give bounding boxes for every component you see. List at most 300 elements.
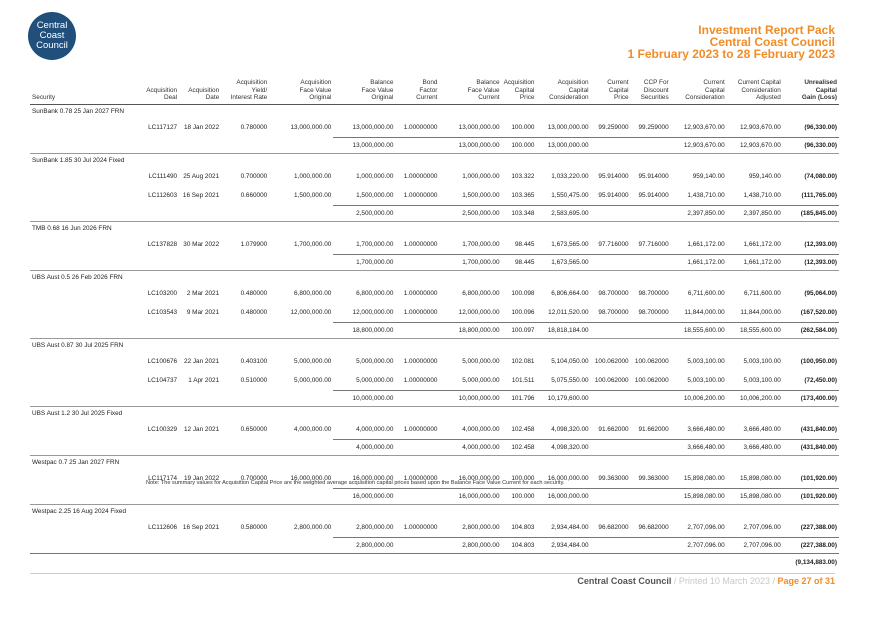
subtotal-cell: 13,000,000.00 (439, 137, 501, 153)
spacer-cell (30, 352, 144, 371)
table-cell: 5,003,100.00 (687, 376, 725, 384)
footer-printed: / Printed 10 March 2023 / (671, 576, 778, 586)
table-row (30, 235, 839, 255)
table-cell: 4,000,000.00 (462, 425, 500, 433)
spacer-cell (144, 439, 179, 455)
table-cell: 6,711,600.00 (743, 289, 781, 297)
table-cell: 98.700000 (598, 308, 629, 316)
subtotal-cell: 4,000,000.00 (439, 439, 501, 455)
table-cell: 19 Jan 2022 (183, 474, 220, 482)
table-cell: 6,800,000.00 (462, 289, 500, 297)
spacer-cell (30, 553, 783, 571)
spacer-cell (144, 322, 179, 338)
table-cell: 0.580000 (240, 523, 268, 531)
spacer-cell (591, 390, 631, 406)
spacer-cell (221, 488, 269, 504)
grand-total-value: (9,134,883.00) (783, 553, 839, 571)
table-row (30, 518, 839, 538)
table-cell: 100.096 (511, 308, 535, 316)
security-name: TMB 0.68 16 Jun 2026 FRN (30, 221, 839, 235)
table-cell: (227,388.00) (800, 523, 837, 531)
subtotal-cell: 1,661,172.00 (727, 254, 783, 270)
table-cell: 100.098 (511, 289, 535, 297)
spacer-cell (30, 235, 144, 255)
table-cell: 5,003,100.00 (743, 357, 781, 365)
table-cell: (431,840.00) (800, 425, 837, 433)
table-cell: 13,000,000.00 (290, 123, 332, 131)
table-cell: 1 Apr 2021 (188, 376, 220, 384)
subtotal-cell: 10,000,000.00 (333, 390, 395, 406)
spacer-cell (269, 254, 333, 270)
table-cell: 0.700000 (240, 172, 268, 180)
spacer-cell (179, 439, 221, 455)
subtotal-cell: 103.348 (502, 205, 537, 221)
table-cell: 100.000 (511, 474, 535, 482)
table-cell: 1,550,475.00 (551, 191, 589, 199)
grand-total-row (30, 553, 839, 571)
spacer-cell (30, 322, 144, 338)
table-cell: 5,003,100.00 (687, 357, 725, 365)
report-org: Central Coast Council (709, 35, 835, 49)
subtotal-cell: 3,666,480.00 (727, 439, 783, 455)
table-cell: 16 Sep 2021 (182, 191, 220, 199)
subtotal-cell: 4,000,000.00 (333, 439, 395, 455)
subtotal-row (30, 537, 839, 553)
table-cell: 99.363000 (638, 474, 669, 482)
table-cell: 1,700,000.00 (356, 240, 394, 248)
table-cell: 30 Mar 2022 (183, 240, 220, 248)
subtotal-cell: 2,500,000.00 (439, 205, 501, 221)
security-name: UBS Aust 0.5 26 Feb 2026 FRN (30, 270, 839, 284)
table-cell: 4,000,000.00 (293, 425, 332, 433)
table-cell: (12,393.00) (804, 240, 837, 248)
table-cell: 1,033,220.00 (551, 172, 589, 180)
security-name: UBS Aust 1.2 30 Jul 2025 Fixed (30, 406, 839, 420)
table-cell: 5,000,000.00 (356, 357, 394, 365)
table-cell: LC112606 (148, 523, 178, 531)
spacer-cell (30, 488, 144, 504)
spacer-cell (30, 518, 144, 538)
table-cell: 0.700000 (240, 474, 268, 482)
table-cell: 1,500,000.00 (293, 191, 332, 199)
subtotal-cell: 18,555,600.00 (727, 322, 783, 338)
spacer-cell (631, 205, 671, 221)
subtotal-gain: (96,330.00) (783, 137, 839, 153)
subtotal-row (30, 322, 839, 338)
table-cell: 25 Aug 2021 (183, 172, 220, 180)
investment-table (30, 79, 839, 571)
table-row (30, 167, 839, 186)
table-cell: 6,800,000.00 (293, 289, 332, 297)
table-cell: 16,000,000.00 (458, 474, 500, 482)
table-cell: 95.914000 (598, 172, 629, 180)
table-cell: 2,707,096.00 (687, 523, 725, 531)
footer-divider (30, 573, 835, 574)
col-current-capital-consideration: Current Capital Consideration (671, 79, 727, 104)
spacer-cell (144, 537, 179, 553)
security-group-row (30, 338, 839, 352)
spacer-cell (591, 488, 631, 504)
table-cell: 1.079900 (240, 240, 268, 248)
table-cell: 91.662000 (638, 425, 669, 433)
subtotal-gain: (431,840.00) (783, 439, 839, 455)
table-cell: 1,438,710.00 (687, 191, 725, 199)
spacer-cell (179, 390, 221, 406)
table-cell: 15,898,080.00 (739, 474, 781, 482)
spacer-cell (591, 254, 631, 270)
table-cell: 0.780000 (240, 123, 268, 131)
security-group-row (30, 153, 839, 167)
spacer-cell (179, 137, 221, 153)
subtotal-cell: 98.445 (502, 254, 537, 270)
table-cell: 98.700000 (638, 308, 669, 316)
spacer-cell (30, 420, 144, 440)
security-group-row (30, 270, 839, 284)
table-cell: 0.660000 (240, 191, 268, 199)
table-row (30, 303, 839, 323)
table-cell: 0.650000 (240, 425, 268, 433)
subtotal-cell: 2,500,000.00 (333, 205, 395, 221)
table-cell: 104.803 (511, 523, 535, 531)
table-cell: 0.480000 (240, 308, 268, 316)
spacer-cell (395, 537, 439, 553)
subtotal-gain: (101,920.00) (783, 488, 839, 504)
subtotal-cell: 10,000,000.00 (439, 390, 501, 406)
spacer-cell (395, 137, 439, 153)
table-cell: 2,800,000.00 (462, 523, 500, 531)
subtotal-cell: 1,700,000.00 (439, 254, 501, 270)
table-row (30, 352, 839, 371)
table-cell: 12,000,000.00 (352, 308, 394, 316)
subtotal-cell: 12,903,670.00 (671, 137, 727, 153)
table-cell: (111,765.00) (801, 191, 837, 199)
spacer-cell (395, 205, 439, 221)
table-cell: 1,700,000.00 (462, 240, 500, 248)
table-cell: 2,707,096.00 (743, 523, 781, 531)
spacer-cell (30, 537, 144, 553)
table-cell: 12,903,670.00 (683, 123, 725, 131)
spacer-cell (221, 205, 269, 221)
table-cell: LC100329 (147, 425, 178, 433)
table-header-row (30, 79, 839, 104)
spacer-cell (591, 137, 631, 153)
spacer-cell (30, 167, 144, 186)
table-cell: 5,000,000.00 (293, 376, 332, 384)
table-cell: 5,003,100.00 (743, 376, 781, 384)
table-cell: 99.259000 (638, 123, 669, 131)
subtotal-cell: 100.097 (502, 322, 537, 338)
subtotal-cell: 1,661,172.00 (671, 254, 727, 270)
council-logo: Central Coast Council (28, 12, 76, 60)
security-name: SunBank 0.78 25 Jan 2027 FRN (30, 104, 839, 118)
table-cell: 1,673,565.00 (551, 240, 589, 248)
table-cell: 9 Mar 2021 (186, 308, 220, 316)
subtotal-cell: 100.000 (502, 488, 537, 504)
col-balance-fv-original: Balance Face Value Original (333, 79, 395, 104)
table-cell: 1,661,172.00 (687, 240, 725, 248)
table-cell: 16 Sep 2021 (182, 523, 220, 531)
table-row (30, 118, 839, 138)
table-cell: 95.914000 (638, 172, 669, 180)
footer-org: Central Coast Council (577, 576, 672, 586)
table-cell: 18 Jan 2022 (183, 123, 220, 131)
spacer-cell (631, 322, 671, 338)
subtotal-cell: 18,555,600.00 (671, 322, 727, 338)
subtotal-cell: 16,000,000.00 (333, 488, 395, 504)
table-cell: 6,806,664.00 (551, 289, 589, 297)
table-row (30, 186, 839, 206)
table-body (30, 104, 839, 571)
spacer-cell (631, 137, 671, 153)
table-cell: (167,520.00) (800, 308, 837, 316)
table-cell: 100.062000 (634, 357, 669, 365)
table-cell: 1,700,000.00 (293, 240, 332, 248)
subtotal-cell: 2,934,484.00 (536, 537, 590, 553)
table-cell: LC117127 (148, 123, 178, 131)
table-cell: 1.00000000 (403, 474, 438, 482)
table-cell: LC103543 (147, 308, 178, 316)
spacer-cell (591, 439, 631, 455)
table-cell: (72,450.00) (804, 376, 837, 384)
spacer-cell (221, 322, 269, 338)
spacer-cell (221, 537, 269, 553)
col-acq-deal: Acquisition Deal (144, 79, 179, 104)
spacer-cell (30, 439, 144, 455)
spacer-cell (179, 488, 221, 504)
table-cell: 22 Jan 2021 (183, 357, 220, 365)
table-cell: 5,000,000.00 (293, 357, 332, 365)
spacer-cell (591, 537, 631, 553)
table-cell: 12 Jan 2021 (183, 425, 220, 433)
table-cell: 1,000,000.00 (293, 172, 332, 180)
table-cell: (96,330.00) (804, 123, 837, 131)
subtotal-cell: 15,898,080.00 (671, 488, 727, 504)
table-cell: 5,000,000.00 (462, 357, 500, 365)
table-cell: 96.682000 (638, 523, 669, 531)
table-cell: LC137828 (147, 240, 178, 248)
table-cell: 12,011,520.00 (548, 308, 589, 316)
table-cell: 5,075,550.00 (551, 376, 589, 384)
subtotal-cell: 13,000,000.00 (536, 137, 590, 153)
security-group-row (30, 406, 839, 420)
subtotal-cell: 13,000,000.00 (333, 137, 395, 153)
table-row (30, 371, 839, 391)
subtotal-cell: 3,666,480.00 (671, 439, 727, 455)
subtotal-row (30, 439, 839, 455)
spacer-cell (179, 537, 221, 553)
table-cell: 16,000,000.00 (352, 474, 394, 482)
report-period: 1 February 2023 to 28 February 2023 (627, 47, 835, 61)
security-group-row (30, 221, 839, 235)
col-security: Security (30, 79, 144, 104)
table-cell: 98.445 (514, 240, 535, 248)
spacer-cell (591, 322, 631, 338)
subtotal-row (30, 254, 839, 270)
subtotal-cell: 100.000 (502, 137, 537, 153)
spacer-cell (30, 371, 144, 391)
table-cell: 1,500,000.00 (462, 191, 500, 199)
table-cell: 959,140.00 (692, 172, 725, 180)
table-cell: 1,661,172.00 (743, 240, 781, 248)
table-cell: 0.403100 (240, 357, 268, 365)
table-cell: 99.259000 (598, 123, 629, 131)
page-footer (577, 576, 835, 586)
subtotal-gain: (12,393.00) (783, 254, 839, 270)
spacer-cell (30, 303, 144, 323)
table-cell: 16,000,000.00 (290, 474, 332, 482)
spacer-cell (395, 254, 439, 270)
subtotal-gain: (173,400.00) (783, 390, 839, 406)
col-unrealised-gain: Unrealised Capital Gain (Loss) (783, 79, 839, 104)
security-name: Westpac 0.7 25 Jan 2027 FRN (30, 455, 839, 469)
spacer-cell (631, 439, 671, 455)
table-cell: 4,098,320.00 (551, 425, 589, 433)
table-cell: 100.062000 (634, 376, 669, 384)
spacer-cell (144, 205, 179, 221)
subtotal-cell: 1,700,000.00 (333, 254, 395, 270)
subtotal-cell: 2,800,000.00 (333, 537, 395, 553)
table-cell: 102.081 (511, 357, 535, 365)
table-cell: (95,064.00) (804, 289, 837, 297)
table-cell: 4,000,000.00 (356, 425, 394, 433)
subtotal-gain: (185,845.00) (783, 205, 839, 221)
spacer-cell (30, 118, 144, 138)
spacer-cell (269, 488, 333, 504)
subtotal-gain: (262,584.00) (783, 322, 839, 338)
spacer-cell (179, 205, 221, 221)
table-cell: 1,438,710.00 (743, 191, 781, 199)
subtotal-cell: 15,898,080.00 (727, 488, 783, 504)
spacer-cell (30, 137, 144, 153)
table-cell: 1.00000000 (403, 376, 438, 384)
subtotal-cell: 16,000,000.00 (439, 488, 501, 504)
table-cell: 1.00000000 (403, 240, 438, 248)
table-cell: 102.458 (511, 425, 535, 433)
table-cell: 959,140.00 (748, 172, 781, 180)
table-cell: 1.00000000 (403, 308, 438, 316)
table-cell: 2 Mar 2021 (186, 289, 220, 297)
table-cell: 13,000,000.00 (458, 123, 500, 131)
col-acq-face-value: Acquisition Face Value Original (269, 79, 333, 104)
subtotal-cell: 18,800,000.00 (333, 322, 395, 338)
footer-page-number: Page 27 of 31 (777, 576, 835, 586)
spacer-cell (269, 390, 333, 406)
table-cell: (101,920.00) (800, 474, 837, 482)
subtotal-cell: 16,000,000.00 (536, 488, 590, 504)
table-cell: 2,934,484.00 (551, 523, 589, 531)
spacer-cell (269, 137, 333, 153)
col-consideration-adjusted: Current Capital Consideration Adjusted (727, 79, 783, 104)
spacer-cell (631, 488, 671, 504)
table-cell: 0.510000 (240, 376, 268, 384)
table-cell: 13,000,000.00 (352, 123, 394, 131)
table-cell: 11,844,000.00 (740, 308, 781, 316)
subtotal-gain: (227,388.00) (783, 537, 839, 553)
subtotal-cell: 4,098,320.00 (536, 439, 590, 455)
subtotal-row (30, 205, 839, 221)
subtotal-cell: 102.458 (502, 439, 537, 455)
subtotal-cell: 2,583,695.00 (536, 205, 590, 221)
spacer-cell (631, 390, 671, 406)
table-cell: 12,000,000.00 (458, 308, 500, 316)
table-cell: 97.716000 (638, 240, 669, 248)
table-cell: 5,000,000.00 (462, 376, 500, 384)
table-cell: 100.062000 (594, 376, 629, 384)
security-group-row (30, 504, 839, 518)
spacer-cell (395, 488, 439, 504)
subtotal-cell: 10,179,600.00 (536, 390, 590, 406)
spacer-cell (221, 137, 269, 153)
subtotal-cell: 101.796 (502, 390, 537, 406)
table-cell: LC112603 (148, 191, 178, 199)
subtotal-row (30, 137, 839, 153)
table-cell: (100,950.00) (800, 357, 837, 365)
table-cell: 12,000,000.00 (290, 308, 332, 316)
subtotal-cell: 2,707,096.00 (727, 537, 783, 553)
spacer-cell (30, 284, 144, 303)
table-cell: 95.914000 (598, 191, 629, 199)
col-ccp-discount: CCP For Discount Securities (631, 79, 671, 104)
table-cell: 98.700000 (638, 289, 669, 297)
table-cell: 98.700000 (598, 289, 629, 297)
table-cell: 1,000,000.00 (356, 172, 394, 180)
table-cell: 103.365 (511, 191, 535, 199)
table-cell: 1.00000000 (403, 289, 438, 297)
spacer-cell (221, 439, 269, 455)
table-cell: 91.662000 (598, 425, 629, 433)
subtotal-cell: 10,006,200.00 (727, 390, 783, 406)
table-cell: 1.00000000 (403, 191, 438, 199)
table-cell: 3,666,480.00 (687, 425, 725, 433)
table-row (30, 284, 839, 303)
table-cell: LC100676 (147, 357, 178, 365)
table-cell: 6,800,000.00 (356, 289, 394, 297)
spacer-cell (221, 390, 269, 406)
spacer-cell (30, 186, 144, 206)
col-acq-capital-consideration: Acquisition Capital Consideration (536, 79, 590, 104)
col-acq-date: Acquisition Date (179, 79, 221, 104)
table-cell: (74,080.00) (804, 172, 837, 180)
table-cell: LC103200 (147, 289, 178, 297)
spacer-cell (30, 469, 144, 489)
table-cell: 16,000,000.00 (547, 474, 589, 482)
spacer-cell (631, 537, 671, 553)
subtotal-cell: 1,673,565.00 (536, 254, 590, 270)
spacer-cell (395, 390, 439, 406)
summary-note: Note: The summary values for Acquisition Capital Price are the weighted average acquisition capital prices based upon the Balance Face Value Current for each security. (146, 480, 565, 486)
table-cell: 2,800,000.00 (293, 523, 332, 531)
spacer-cell (591, 205, 631, 221)
table-cell: 103.322 (511, 172, 535, 180)
spacer-cell (269, 537, 333, 553)
subtotal-cell: 2,800,000.00 (439, 537, 501, 553)
spacer-cell (631, 254, 671, 270)
subtotal-cell: 2,397,850.00 (671, 205, 727, 221)
subtotal-cell: 12,903,670.00 (727, 137, 783, 153)
subtotal-row (30, 390, 839, 406)
table-cell: 99.363000 (598, 474, 629, 482)
table-cell: 2,800,000.00 (356, 523, 394, 531)
col-current-capital-price: Current Capital Price (591, 79, 631, 104)
table-cell: 97.716000 (598, 240, 629, 248)
table-cell: 1.00000000 (403, 172, 438, 180)
table-cell: 100.000 (511, 123, 535, 131)
table-cell: 96.682000 (598, 523, 629, 531)
subtotal-cell: 2,397,850.00 (727, 205, 783, 221)
spacer-cell (144, 137, 179, 153)
spacer-cell (144, 390, 179, 406)
table-cell: 1.00000000 (403, 357, 438, 365)
